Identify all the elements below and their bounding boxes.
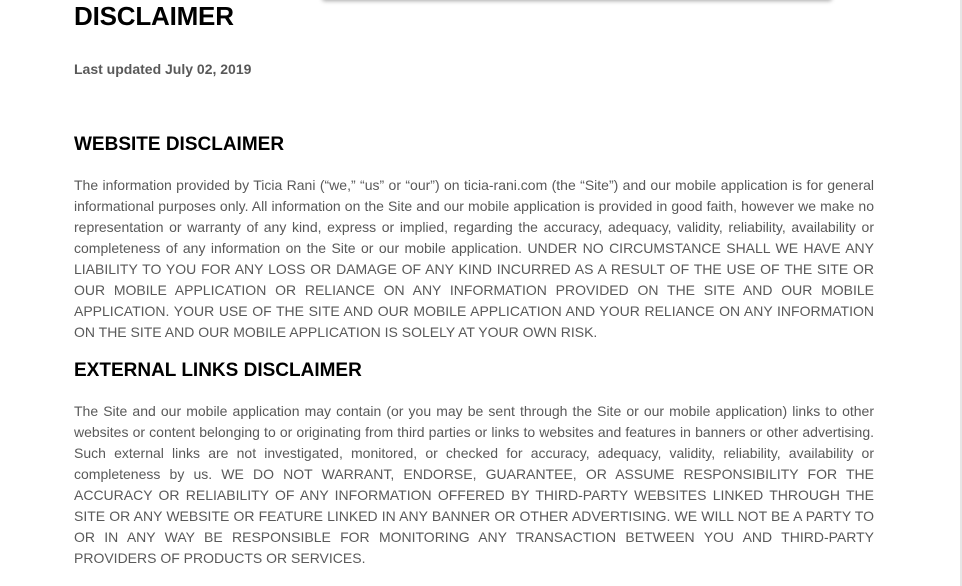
section-heading-website-disclaimer: WEBSITE DISCLAIMER — [74, 134, 285, 155]
last-updated-date: Last updated July 02, 2019 — [74, 61, 252, 77]
section-heading-external-links-disclaimer: EXTERNAL LINKS DISCLAIMER — [74, 360, 362, 381]
section-body-website-disclaimer: The information provided by Ticia Rani (“we,” “us” or “our”) on ticia-rani.com (the “Site”) and our mobile application is for general informational purposes only. All information on the Site and our mobile application is provided in good faith, however we make no representation or warranty of any kind, express or implied, regarding the accuracy, adequacy, validity, reliability, availability or completeness of any information on the Site or our mobile application. UNDER NO CIRCUMSTANCE SHALL WE HAVE ANY LIABILITY TO YOU FOR ANY LOSS OR DAMAGE OF ANY KIND INCURRED AS A RESULT OF THE USE OF THE SITE OR OUR MOBILE APPLICATION OR RELIANCE ON ANY INFORMATION PROVIDED ON THE SITE AND OUR MOBILE APPLICATION. YOUR USE OF THE SITE AND OUR MOBILE APPLICATION AND YOUR RELIANCE ON ANY INFORMATION ON THE SITE AND OUR MOBILE APPLICATION IS SOLELY AT YOUR OWN RISK. — [74, 177, 874, 340]
section-body-external-links-disclaimer: The Site and our mobile application may contain (or you may be sent through the Site or our mobile application) links to other websites or content belonging to or originating from third parties or links to websites and features in banners or other advertising. Such external links are not investigated, monitored, or checked for accuracy, adequacy, validity, reliability, availability or completeness by us. WE DO NOT WARRANT, ENDORSE, GUARANTEE, OR ASSUME RESPONSIBILITY FOR THE ACCURACY OR RELIABILITY OF ANY INFORMATION OFFERED BY THIRD-PARTY WEBSITES LINKED THROUGH THE SITE OR ANY WEBSITE OR FEATURE LINKED IN ANY BANNER OR OTHER ADVERTISING. WE WILL NOT BE A PARTY TO OR IN ANY WAY BE RESPONSIBLE FOR MONITORING ANY TRANSACTION BETWEEN YOU AND THIRD-PARTY PROVIDERS OF PRODUCTS OR SERVICES. — [74, 403, 874, 566]
page-title: DISCLAIMER — [74, 1, 234, 31]
